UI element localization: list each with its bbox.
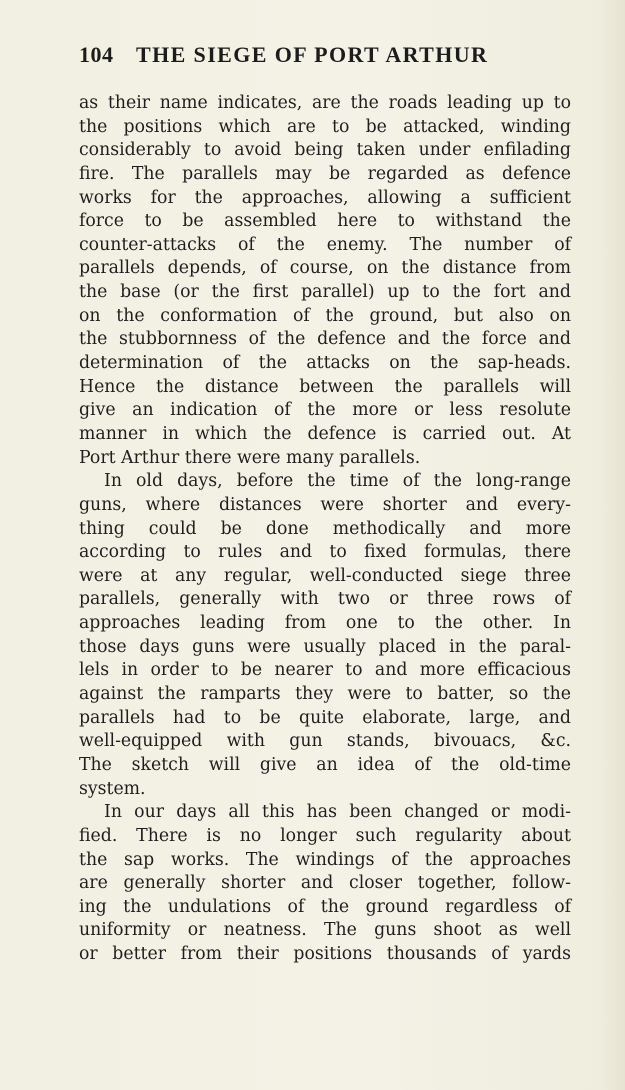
text-line: the base (or the first parallel) up to the fort and	[79, 282, 571, 303]
text-line: fire. The parallels may be regarded as defence	[79, 163, 571, 184]
page-number: 104	[79, 42, 114, 67]
text-line: give an indication of the more or less resolute	[79, 400, 571, 421]
text-line: manner in which the defence is carried out. At	[79, 423, 571, 444]
text-line: the sap works. The windings of the approaches	[79, 849, 571, 870]
text-line: system.	[79, 778, 146, 799]
text-line: well-equipped with gun stands, bivouacs, &c.	[79, 731, 571, 752]
text-line: determination of the attacks on the sap-heads.	[79, 353, 571, 374]
text-line: Hence the distance between the parallels will	[79, 376, 571, 397]
text-line: ing the undulations of the ground regardless of	[79, 896, 571, 917]
text-line: thing could be done methodically and more	[79, 518, 571, 539]
text-line: against the ramparts they were to batter, so the	[79, 684, 571, 705]
text-line: parallels depends, of course, on the distance from	[79, 258, 571, 279]
text-line: approaches leading from one to the other. In	[79, 613, 571, 634]
text-line: guns, where distances were shorter and every-	[79, 494, 571, 515]
text-line: In old days, before the time of the long-range	[104, 471, 571, 492]
page-header	[79, 42, 571, 74]
running-head: THE SIEGE OF PORT ARTHUR	[136, 42, 489, 67]
text-line: are generally shorter and closer together, follow-	[79, 873, 571, 894]
text-line: the positions which are to be attacked, winding	[79, 116, 571, 137]
text-line: uniformity or neatness. The guns shoot as well	[79, 920, 571, 941]
text-line: In our days all this has been changed or modi-	[104, 802, 571, 823]
text-line: considerably to avoid being taken under enfilading	[79, 140, 571, 161]
text-line: or better from their positions thousands of yards	[79, 944, 571, 965]
text-line: were at any regular, well-conducted siege three	[79, 565, 571, 586]
text-line: counter-attacks of the enemy. The number of	[79, 234, 571, 255]
text-line: lels in order to be nearer to and more efficacious	[79, 660, 571, 681]
text-line: on the conformation of the ground, but also on	[79, 305, 571, 326]
text-line: as their name indicates, are the roads leading up to	[79, 93, 571, 113]
text-line: according to rules and to fixed formulas, there	[79, 542, 571, 563]
text-line: those days guns were usually placed in the paral-	[79, 636, 571, 657]
body-text	[79, 92, 571, 967]
text-line: force to be assembled here to withstand the	[79, 211, 571, 232]
text-line: fied. There is no longer such regularity about	[79, 825, 571, 846]
text-line: works for the approaches, allowing a sufficient	[79, 187, 571, 208]
text-line: Port Arthur there were many parallels.	[79, 447, 421, 468]
text-line: The sketch will give an idea of the old-time	[79, 754, 571, 775]
text-line: the stubbornness of the defence and the force and	[79, 329, 571, 350]
text-line: parallels had to be quite elaborate, large, and	[79, 707, 571, 728]
text-line: parallels, generally with two or three rows of	[79, 589, 571, 610]
